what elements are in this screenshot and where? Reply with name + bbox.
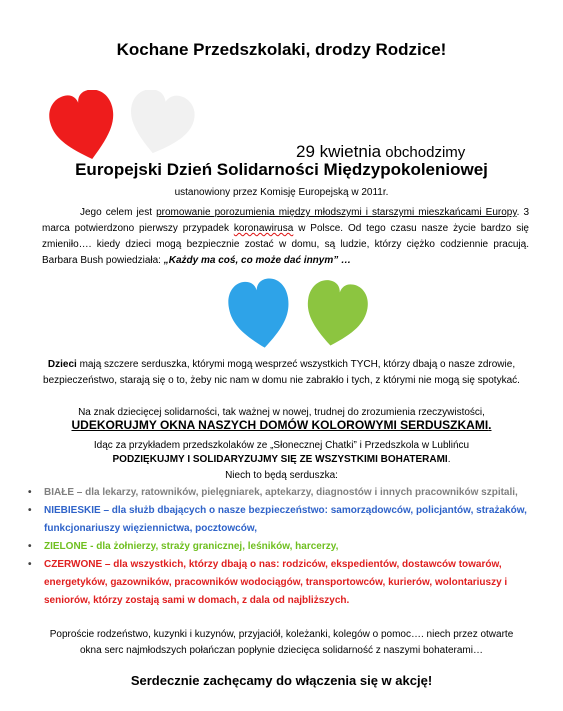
event-title: Europejski Dzień Solidarności Międzypokoleniowej [75,160,488,179]
list-item-blue [28,502,538,538]
closing-paragraph [40,627,523,659]
date-rest: obchodzimy [381,144,466,161]
thanks-slogan-text: PODZIĘKUJMY I SOLIDARYZUJMY SIĘ ZE WSZYSTKIMI BOHATERAMI [112,454,448,465]
thanks-slogan [0,454,563,465]
thanks-slogan-dot: . [447,454,451,465]
list-item-white [28,484,538,502]
windows-slogan-dot: . [488,418,492,432]
intro-paragraph [42,205,529,269]
closing-text: Poproście rodzeństwo, kuzynki i kuzynów, przyjaciół, koleżanki, kolegów o pomoc…. niech przez otwarte okna serc najmłodszych połańczan popłynie dziecięca solidarność z naszymi bohaterami… [49,629,514,656]
list-item-text: ZIELONE - dla żołnierzy, straży granicznej, leśników, harcerzy, [44,541,339,552]
windows-slogan [0,418,563,432]
kids-text: mają szczere serduszka, którymi mogą wesprzeć wszystkich TYCH, którzy dbają o nasze zdrowie, bezpieczeństwo, starają się o to, żeby nic nam w domu nie zabrakło i tych, z którymi nie mogą się spotykać. [43,359,520,386]
following-example-text: Idąc za przykładem przedszkolaków ze „Słonecznej Chatki” i Przedszkola w Lublińcu [93,440,470,451]
date-line [296,142,465,162]
intro-underlined-phrase: promowanie porozumienia między młodszymi i starszymi mieszkańcami Europy [156,207,517,218]
white-heart-icon [122,90,198,161]
blue-heart-icon [228,278,294,352]
hearts-intro-text: Niech to będą serduszka: [225,470,338,481]
spellcheck-word: koronawirusa [233,223,294,234]
hearts-red-white-illustration [48,90,198,168]
windows-slogan-text: UDEKORUJMY OKNA NASZYCH DOMÓW KOLOROWYMI SERDUSZKAMI [71,418,489,432]
hearts-blue-green-illustration [228,278,376,352]
date-lead: 29 kwietnia [296,142,382,161]
page-title: Kochane Przedszkolaki, drodzy Rodzice! [116,40,447,59]
intro-text-2: . 3 marca potwierdzono pierwszy przypadek [42,207,530,234]
list-item-green [28,538,538,556]
established-note: ustanowiony przez Komisję Europejską w 2011r. [174,187,389,198]
heart-color-list [28,484,538,610]
list-item-red [28,556,538,610]
list-item-text: NIEBIESKIE – dla służb dbających o nasze bezpieczeństwo: samorządowców, policjantów, strażaków, funkcjonariuszy więziennictwa, pocztowców, [44,505,527,534]
red-heart-icon [48,90,123,167]
intro-text-1: Jego celem jest [80,207,157,218]
final-call-to-action: Serdecznie zachęcamy do włączenia się w akcję! [130,673,433,688]
kids-paragraph [40,357,523,389]
barbara-bush-quote: „Każdy ma coś, co może dać innym” … [163,255,352,266]
intro-text-3: w Polsce. Od tego czasu nasze życie bardzo się zmieniło…. kiedy dzieci mogą bezpiecznie zostać w domu, są ludzie, którzy ciężko codziennie pracują. Barbara Bush powiedziała: [42,223,529,266]
list-item-text: BIAŁE – dla lekarzy, ratowników, pielęgniarek, aptekarzy, diagnostów i innych pracowników szpitali, [44,487,518,498]
green-heart-icon [301,278,371,351]
solidarity-text: Na znak dziecięcej solidarności, tak ważnej w nowej, trudnej do zrozumienia rzeczywistości, [78,407,485,418]
list-item-text: CZERWONE – dla wszystkich, którzy dbają o nas: rodziców, ekspedientów, dostawców towarów, energetyków, gazowników, pracowników wodociągów, transportowców, kurierów, wolontariuszy i seniorów, którzy zostają sami w domach, z dala od najbliższych. [44,559,508,606]
kids-lead: Dzieci [47,359,77,370]
